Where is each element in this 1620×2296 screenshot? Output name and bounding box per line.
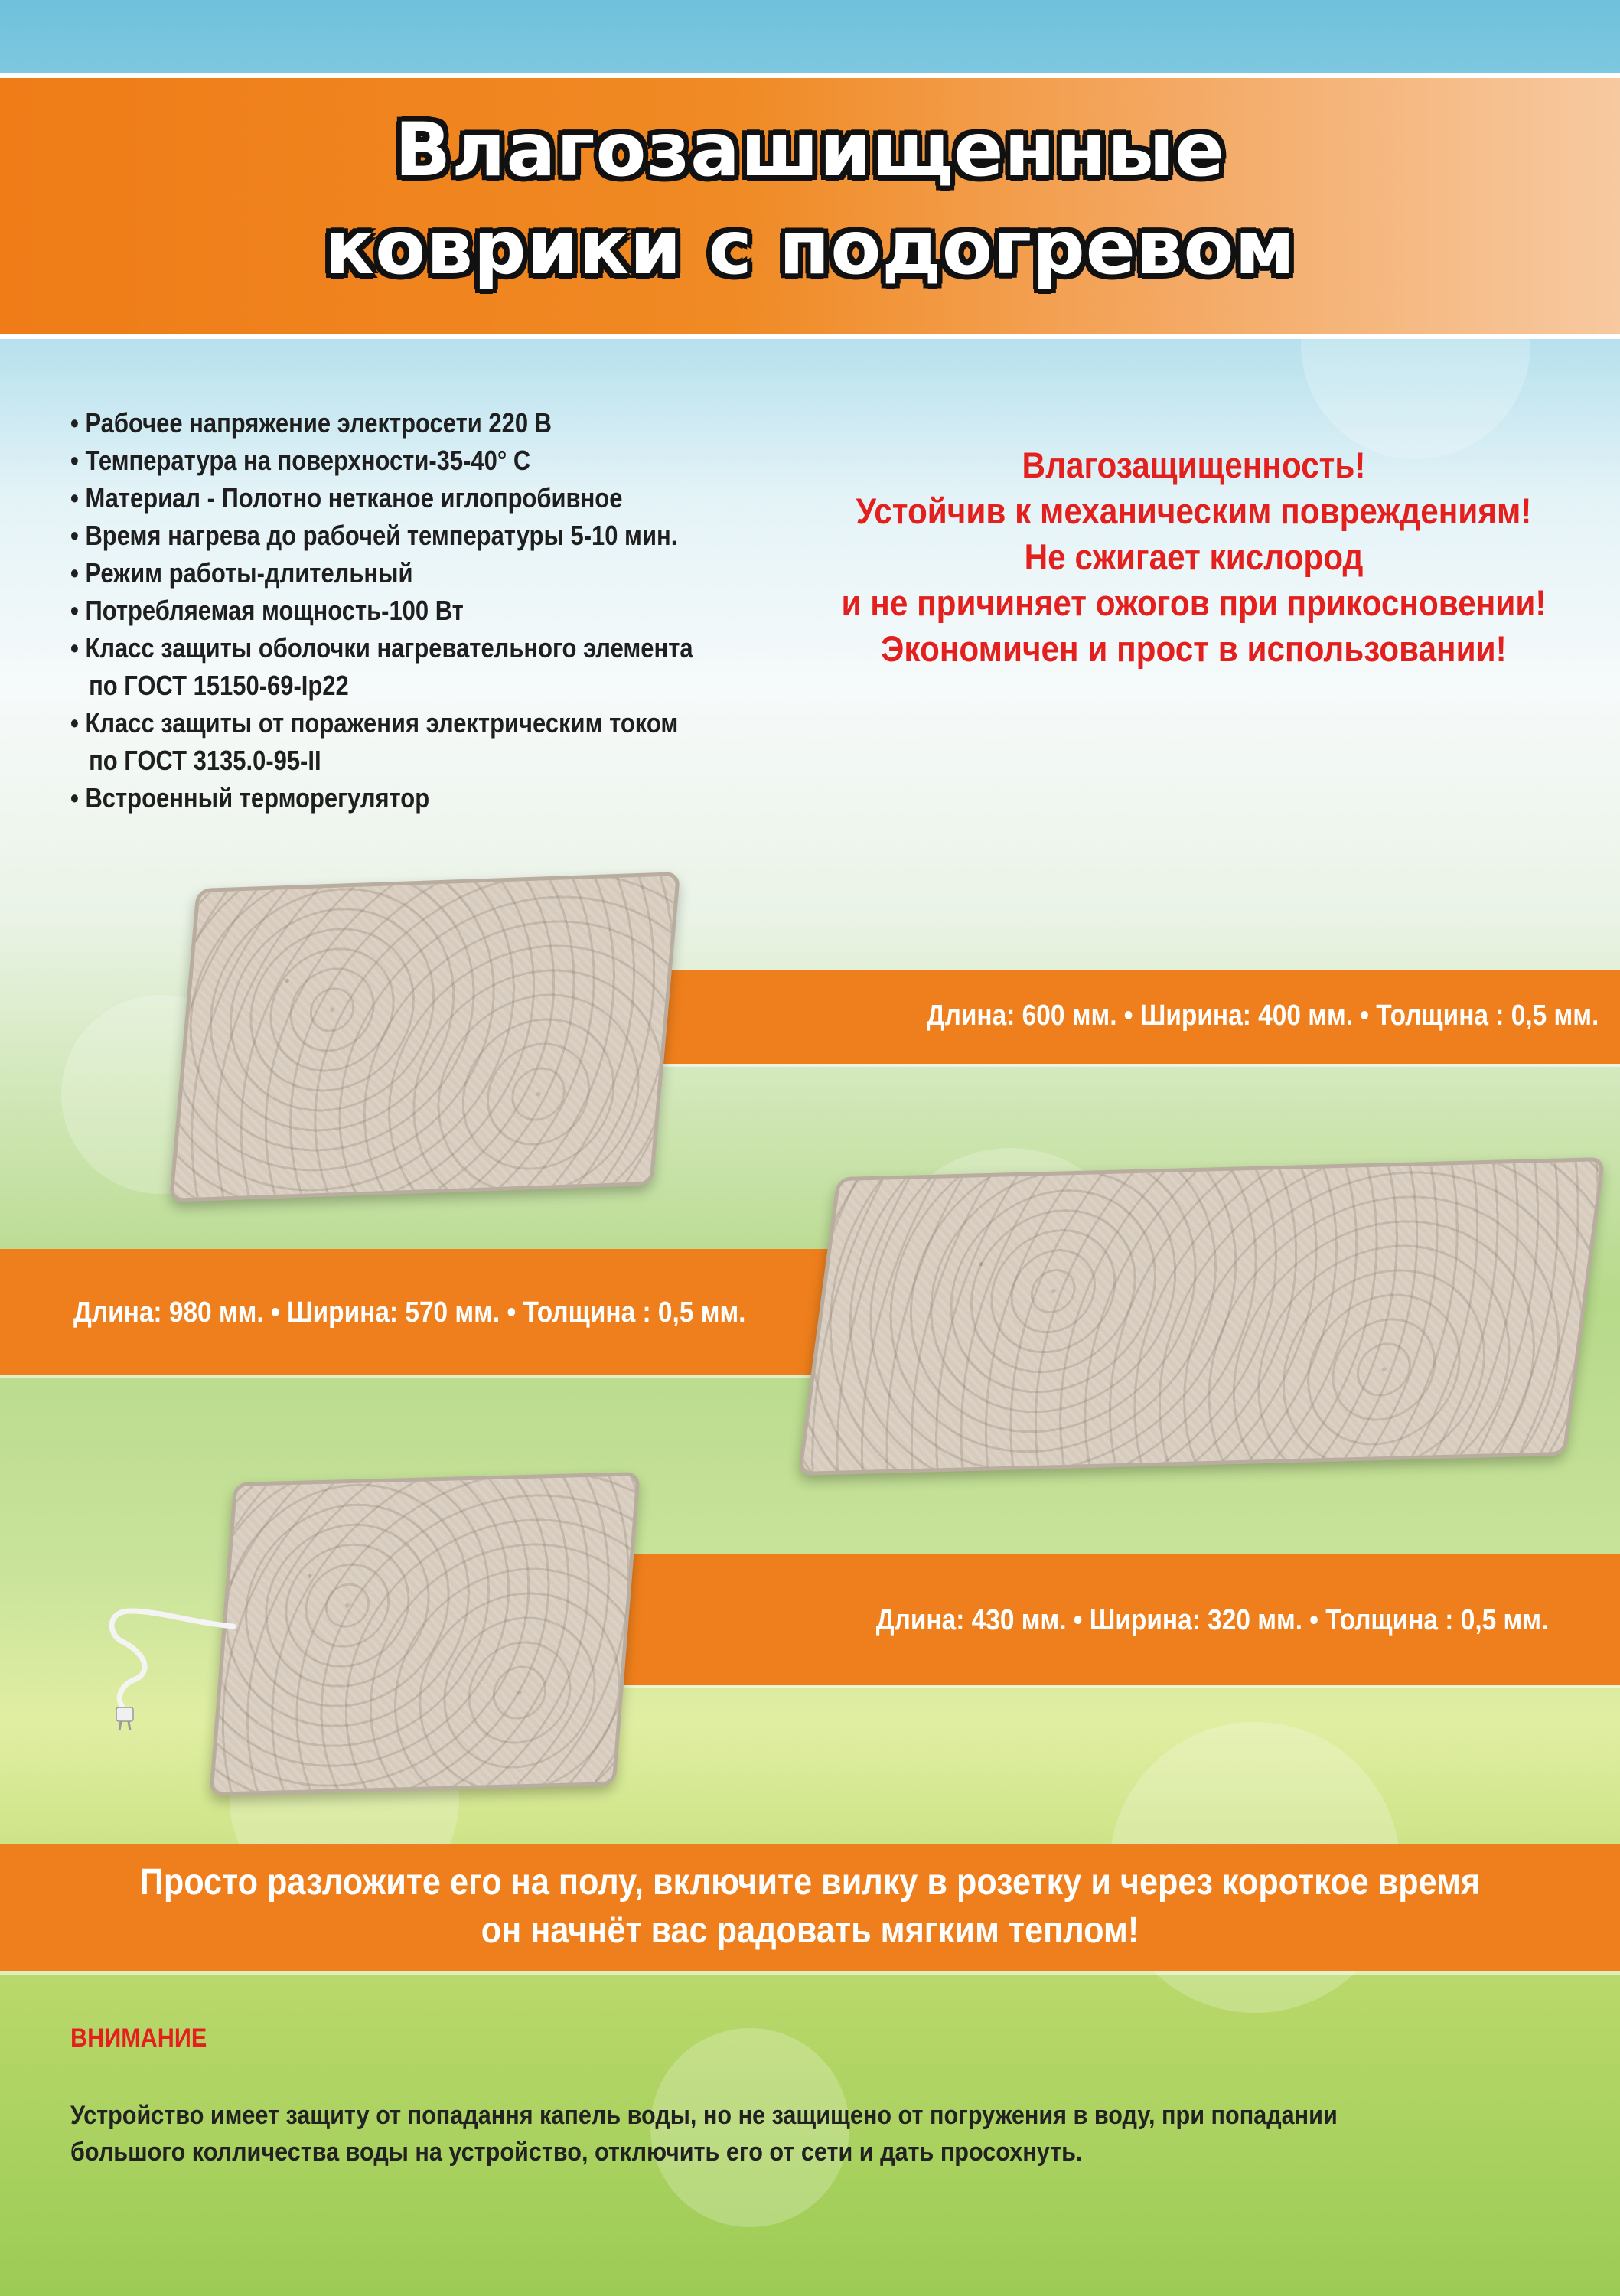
- page-title-line-2: коврики с подогревом: [324, 205, 1296, 291]
- page-title-line-1: Влагозашищенные: [395, 107, 1225, 193]
- cta-text: [0, 1858, 1620, 1955]
- product-size-1: Длина: 600 мм. • Ширина: 400 мм. • Толщина : 0,5 мм.: [926, 1000, 1599, 1032]
- spec-list: [70, 404, 702, 817]
- product-size-2: Длина: 980 мм. • Ширина: 570 мм. • Толщина : 0,5 мм.: [73, 1296, 746, 1329]
- mat-image-xl-980: [797, 1157, 1605, 1476]
- slogan-line: Влагозащищенность!: [1022, 445, 1366, 485]
- mat-image-large-600: [169, 872, 680, 1202]
- slogan-line: Не сжигает кислород: [1024, 536, 1364, 577]
- spec-item: • Класс защиты оболочки нагревательного элемента по ГОСТ 15150-69-Ip22: [70, 629, 702, 704]
- warning-text: Устройство имеет защиту от попадання капель воды, но не защищено от погружения в воду, при попадании большого колличества воды на устройство, отключить его от сети и дать просохнуть.: [70, 2101, 1338, 2167]
- mat-image-small-430: [209, 1472, 641, 1796]
- product-size-3: Длина: 430 мм. • Ширина: 320 мм. • Толщина : 0,5 мм.: [875, 1604, 1548, 1636]
- slogan-line: Устойчив к механическим повреждениям!: [856, 491, 1532, 531]
- spec-item: • Время нагрева до рабочей температуры 5-10 мин.: [70, 517, 702, 554]
- slogan-line: Экономичен и прост в использовании!: [881, 628, 1507, 669]
- spec-item: • Класс защиты от поражения электрическим током по ГОСТ 3135.0-95-II: [70, 704, 702, 779]
- cta-line-1: Просто разложите его на полу, включите вилку в розетку и через короткое время: [139, 1862, 1481, 1903]
- cta-line-2: он начнёт вас радовать мягким теплом!: [481, 1910, 1139, 1951]
- slogan-line: и не причиняет ожогов при прикосновении!: [841, 582, 1547, 623]
- spec-item: • Температура на поверхности-35-40° С: [70, 442, 702, 479]
- power-cord-icon: [99, 1596, 253, 1733]
- warning-title: ВНИМАНИЕ: [70, 2024, 207, 2053]
- spec-item: • Режим работы-длительный: [70, 554, 702, 592]
- benefits-slogan: [781, 442, 1607, 672]
- spec-item: • Рабочее напряжение электросети 220 В: [70, 404, 702, 442]
- spec-item: • Встроенный терморегулятор: [70, 779, 702, 817]
- spec-item: • Потребляемая мощность-100 Вт: [70, 592, 702, 629]
- spec-item: • Материал - Полотно нетканое иглопробивное: [70, 479, 702, 517]
